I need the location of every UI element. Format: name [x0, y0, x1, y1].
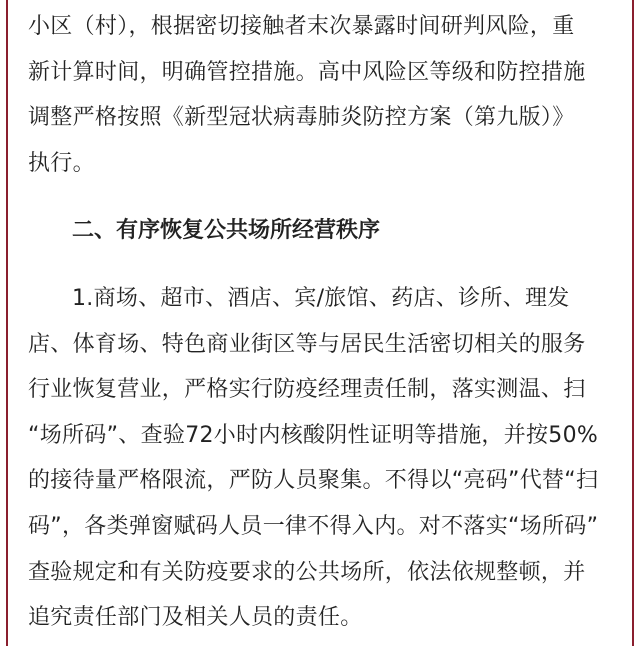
- text-line: 小区（村），根据密切接触者末次暴露时间研判风险，重: [28, 14, 575, 39]
- text-line: 新计算时间，明确管控措施。高中风险区等级和防控措施: [28, 59, 586, 85]
- text-line: 追究责任部门及相关人员的责任。: [28, 605, 363, 631]
- text-line: 的接待量严格限流，严防人员聚集。不得以“亮码”代替“扫: [28, 468, 599, 494]
- text-line: “场所码”、查验72小时内核酸阴性证明等措施，并按50%: [28, 422, 599, 448]
- left-border: [6, 0, 8, 646]
- text-line: 1.商场、超市、酒店、宾/旅馆、药店、诊所、理发: [72, 285, 570, 311]
- text-line: 调整严格按照《新型冠状病毒肺炎防控方案（第九版）》: [28, 105, 575, 131]
- text-line: 查验规定和有关防疫要求的公共场所，依法依规整顿，并: [28, 559, 586, 585]
- section-heading: 二、有序恢复公共场所经营秩序: [72, 218, 381, 244]
- text-line: 执行。: [28, 150, 95, 176]
- right-border: [632, 0, 634, 646]
- paragraph-1: [28, 4, 616, 186]
- text-line: 码”，各类弹窗赋码人员一律不得入内。对不落实“场所码”: [28, 513, 599, 539]
- article-body: [28, 0, 616, 641]
- text-line: 店、体育场、特色商业街区等与居民生活密切相关的服务: [28, 331, 586, 357]
- text-line: 行业恢复营业，严格实行防疫经理责任制，落实测温、扫: [28, 377, 586, 403]
- paragraph-2: [28, 276, 616, 641]
